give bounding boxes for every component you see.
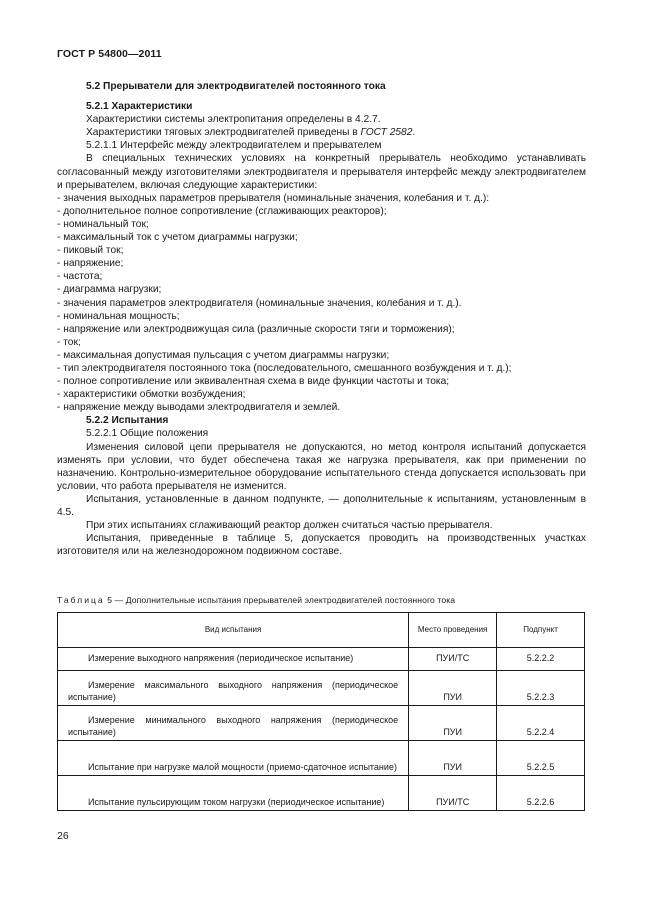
test-name: Измерение минимального выходного напряжения (периодическое испытание) xyxy=(68,715,399,737)
list-item: - пиковый ток; xyxy=(57,245,124,257)
table-caption-word: Таблица xyxy=(57,595,105,605)
list-item: - напряжение; xyxy=(57,258,124,270)
test-name: Испытание пульсирующим током нагрузки (периодическое испытание) xyxy=(88,796,385,807)
test-name-cell xyxy=(58,648,409,671)
list-item: - значения выходных параметров прерывателя (номинальные значения, колебания и т. д.): xyxy=(57,192,490,204)
characteristics-list xyxy=(57,192,586,415)
place-cell: ПУИ/ТС xyxy=(409,648,497,671)
place-cell: ПУИ xyxy=(409,671,497,706)
test-name-cell xyxy=(58,671,409,706)
header-clause: Подпункт xyxy=(497,613,585,648)
test-name-cell xyxy=(58,776,409,811)
list-item: - ток; xyxy=(57,336,81,348)
traction-line-suffix: . xyxy=(412,127,416,139)
test-name: Измерение максимального выходного напряжения (периодическое испытание) xyxy=(68,680,399,702)
page-number: 26 xyxy=(57,830,69,842)
section-title: 5.2 Прерыватели для электродвигателей постоянного тока xyxy=(86,81,386,92)
place-cell: ПУИ xyxy=(409,741,497,776)
list-item: - максимальный ток с учетом диаграммы нагрузки; xyxy=(57,232,298,244)
table-caption-text: 5 — Дополнительные испытания прерывателей электродвигателей постоянного тока xyxy=(104,595,456,605)
test-name: Испытание при нагрузке малой мощности (приемо-сдаточное испытание) xyxy=(88,761,397,772)
list-item: - номинальная мощность; xyxy=(57,310,180,322)
header-place: Место проведения xyxy=(409,613,497,648)
interface-paragraph: В специальных технических условиях на конкретный прерыватель необходимо устанавливать согласованный между изготовителями электродвигателя и прерывателя интерфейс между электродвигателем и прерывателем, включая следующие характеристики: xyxy=(57,153,586,191)
test-name: Измерение выходного напряжения (периодическое испытание) xyxy=(88,653,354,664)
clause-cell: 5.2.2.6 xyxy=(497,776,585,811)
power-supply-line: Характеристики системы электропитания определены в 4.2.7. xyxy=(86,114,381,126)
tests-table xyxy=(57,612,585,811)
list-item: - номинальный ток; xyxy=(57,218,149,230)
table-row xyxy=(58,671,585,706)
list-item: - тип электродвигателя постоянного тока (последовательного, смешанного возбуждения и т. д.); xyxy=(57,362,512,374)
clause-cell: 5.2.2.5 xyxy=(497,741,585,776)
list-item: - максимальная допустимая пульсация с учетом диаграммы нагрузки; xyxy=(57,349,390,361)
list-item: - частота; xyxy=(57,271,103,283)
table-caption xyxy=(57,594,455,607)
header-test-type: Вид испытания xyxy=(58,613,409,648)
table-header-row xyxy=(58,613,585,648)
document-header: ГОСТ Р 54800—2011 xyxy=(57,48,162,60)
test-name-cell xyxy=(58,706,409,741)
list-item: - напряжение или электродвижущая сила (различные скорости тяги и торможения); xyxy=(57,323,455,335)
place-cell: ПУИ xyxy=(409,706,497,741)
list-item: - дополнительное полное сопротивление (сглаживающих реакторов); xyxy=(57,205,387,217)
gost-reference: ГОСТ 2582 xyxy=(360,127,413,139)
test-name-cell xyxy=(58,741,409,776)
table-row xyxy=(58,741,585,776)
clause-cell: 5.2.2.2 xyxy=(497,648,585,671)
tests-paragraph-4: Испытания, приведенные в таблице 5, допускается проводить на производственных участках изготовителя или на железнодорожном подвижном составе. xyxy=(57,533,586,558)
main-content xyxy=(57,80,586,558)
subsection-title-tests: 5.2.2 Испытания xyxy=(86,415,169,427)
list-item: - полное сопротивление или эквивалентная схема в виде функции частоты и тока; xyxy=(57,376,450,388)
clause-cell: 5.2.2.4 xyxy=(497,706,585,741)
list-item: - значения параметров электродвигателя (номинальные значения, колебания и т. д.). xyxy=(57,297,462,309)
table-row xyxy=(58,648,585,671)
clause-cell: 5.2.2.3 xyxy=(497,671,585,706)
place-cell: ПУИ/ТС xyxy=(409,776,497,811)
tests-paragraph-2: Испытания, установленные в данном подпункте, — дополнительные к испытаниям, установленным в 4.5. xyxy=(57,493,586,518)
table-row xyxy=(58,776,585,811)
list-item: - характеристики обмотки возбуждения; xyxy=(57,389,246,401)
list-item: - диаграмма нагрузки; xyxy=(57,284,162,296)
table-row xyxy=(58,706,585,741)
list-item: - напряжение между выводами электродвигателя и землей. xyxy=(57,402,341,414)
subsection-title-characteristics: 5.2.1 Характеристики xyxy=(86,101,193,113)
traction-line-prefix: Характеристики тяговых электродвигателей приведены в xyxy=(86,127,361,139)
tests-paragraph-3: При этих испытаниях сглаживающий реактор должен считаться частью прерывателя. xyxy=(86,520,493,532)
interface-subtitle: 5.2.1.1 Интерфейс между электродвигателем и прерывателем xyxy=(86,140,382,152)
traction-motor-line xyxy=(86,126,586,139)
tests-paragraph-1: Изменения силовой цепи прерывателя не допускаются, но метод контроля испытаний допускается изменять при условии, что будет обеспечена такая же нагрузка прерывателя, как при применении по назначению. Контрольно-измерительное оборудование испытательного стенда допускается использовать при условии, что работа прерывателя не изменится. xyxy=(57,441,586,492)
general-subtitle: 5.2.2.1 Общие положения xyxy=(86,428,209,440)
